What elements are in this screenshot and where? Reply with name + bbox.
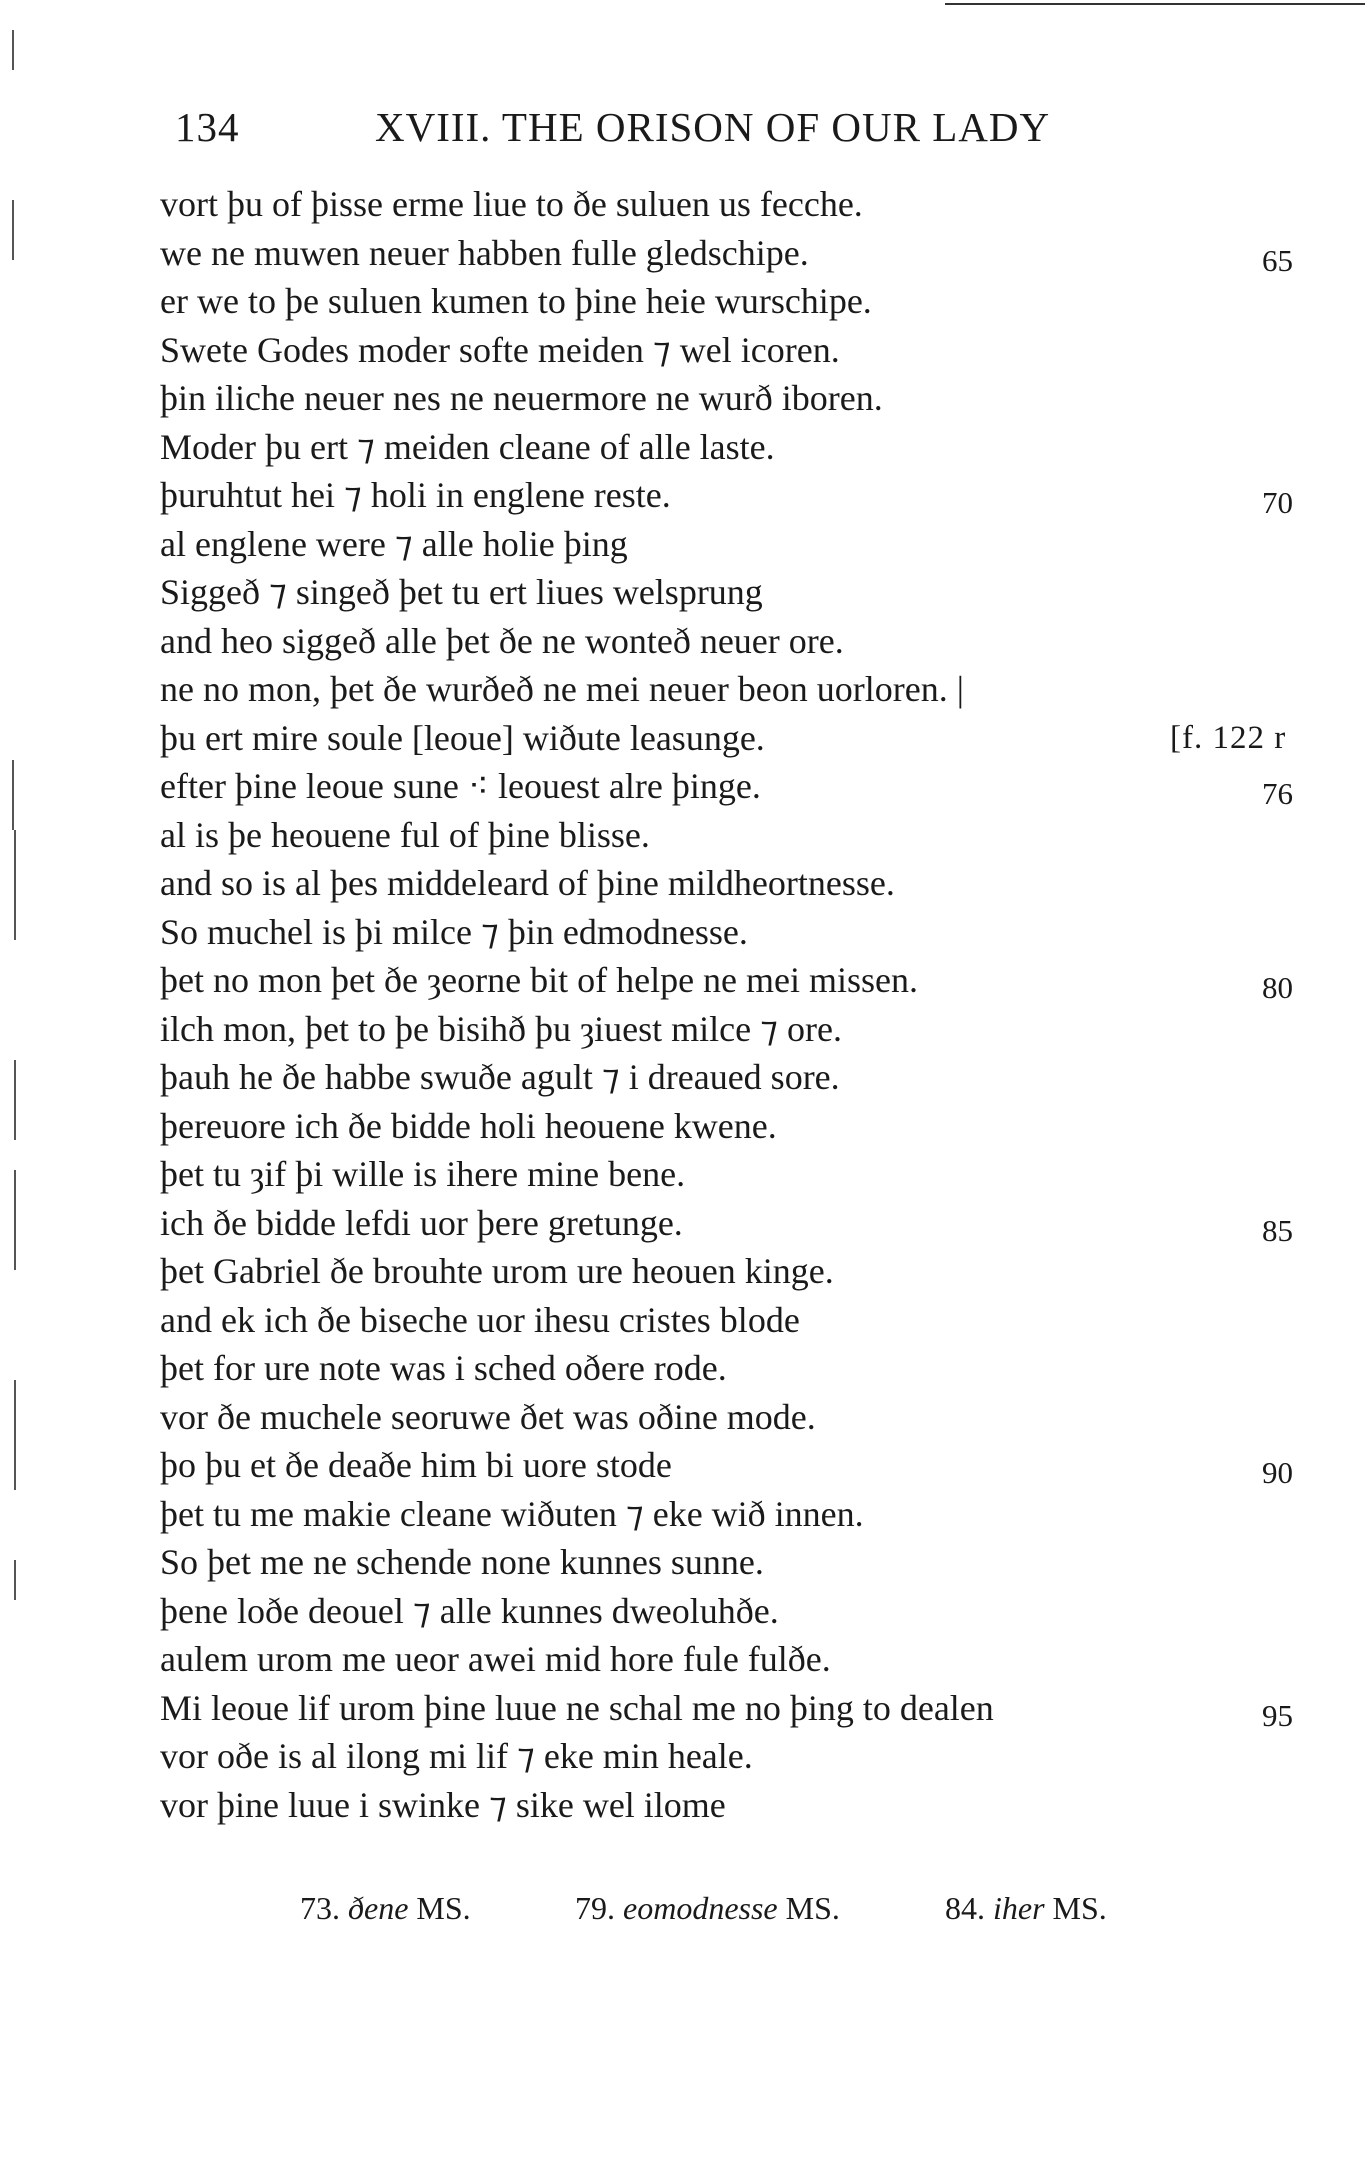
page-title: XVIII. THE ORISON OF OUR LADY (375, 104, 1051, 150)
footnotes (300, 1890, 1200, 1940)
margin-mark (14, 830, 16, 940)
line-number: 65 (1262, 242, 1293, 278)
verse-line: ilch mon, þet to þe bisihð þu ȝiuest milce ⁊ ore. (160, 1008, 842, 1049)
verse-line: vor oðe is al ilong mi lif ⁊ eke min heale. (160, 1736, 753, 1776)
margin-mark (14, 1460, 16, 1490)
verse-line: þet tu ȝif þi wille is ihere mine bene. (160, 1154, 686, 1194)
verse-line: ich ðe bidde lefdi uor þere gretunge. 85 (160, 1199, 1310, 1248)
verse-line: al englene were ⁊ alle holie þing (160, 523, 628, 564)
margin-mark (14, 1380, 16, 1470)
margin-mark (14, 1060, 16, 1140)
line-number: 80 (1262, 970, 1293, 1005)
verse-line: þuruhtut hei ⁊ holi in englene reste. 70 (160, 471, 1310, 520)
margin-mark (12, 200, 14, 260)
margin-mark (12, 760, 14, 830)
verse-line: ne no mon, þet ðe wurðeð ne mei neuer beon uorloren. | (160, 669, 964, 709)
footnote: 73. ðene MS. (300, 1890, 471, 1926)
top-rule (945, 3, 1365, 5)
footnote: 79. eomodnesse MS. (575, 1890, 840, 1926)
footnote: 84. iher MS. (945, 1890, 1107, 1926)
line-number: 70 (1262, 485, 1293, 520)
verse-line: vor ðe muchele seoruwe ðet was oðine mode. (160, 1396, 816, 1437)
verse-line: þin iliche neuer nes ne neuermore ne wurð iboren. (160, 378, 883, 418)
running-header (175, 103, 1125, 153)
verse-line: Moder þu ert ⁊ meiden cleane of alle laste. (160, 426, 775, 467)
line-number: 90 (1262, 1455, 1293, 1490)
verse-line: þet for ure note was i sched oðere rode. (160, 1348, 727, 1388)
verse-line: þo þu et ðe deaðe him bi uore stode 90 (160, 1441, 1310, 1490)
verse-line: we ne muwen neuer habben fulle gledschipe. 65 (160, 229, 1310, 278)
verse-line: aulem urom me ueor awei mid hore fule fulðe. (160, 1639, 831, 1679)
line-number: 85 (1262, 1212, 1293, 1248)
verse-lines (160, 180, 1310, 1829)
verse-line: þu ert mire soule [leoue] wiðute leasunge. [f. 122 r (160, 714, 1310, 763)
verse-line: Swete Godes moder softe meiden ⁊ wel icoren. (160, 329, 840, 370)
verse-line: and so is al þes middeleard of þine mildheortnesse. (160, 863, 895, 903)
verse-line: er we to þe suluen kumen to þine heie wurschipe. (160, 281, 872, 321)
line-number: 95 (1262, 1697, 1293, 1733)
margin-mark (12, 30, 14, 70)
verse-line: vor þine luue i swinke ⁊ sike wel ilome (160, 1784, 726, 1825)
verse-line: þene loðe deouel ⁊ alle kunnes dweoluhðe. (160, 1590, 779, 1631)
verse-line: and ek ich ðe biseche uor ihesu cristes blode (160, 1299, 800, 1340)
line-number: 76 (1262, 776, 1293, 811)
verse-line: þet tu me makie cleane wiðuten ⁊ eke wið innen. (160, 1493, 864, 1534)
verse-line: So muchel is þi milce ⁊ þin edmodnesse. (160, 911, 748, 952)
verse-line: þet no mon þet ðe ȝeorne bit of helpe ne mei missen. 80 (160, 956, 1310, 1005)
verse-line: vort þu of þisse erme liue to ðe suluen us fecche. (160, 184, 863, 224)
verse-line: þereuore ich ðe bidde holi heouene kwene. (160, 1105, 777, 1146)
verse-line: Siggeð ⁊ singeð þet tu ert liues welsprung (160, 572, 763, 612)
verse-line: and heo siggeð alle þet ðe ne wonteð neuer ore. (160, 620, 844, 661)
margin-mark (14, 1170, 16, 1270)
page-number: 134 (175, 104, 240, 150)
verse-line: þet Gabriel ðe brouhte urom ure heouen kinge. (160, 1251, 834, 1291)
folio-reference: [f. 122 r (1170, 719, 1287, 756)
verse-line: al is þe heouene ful of þine blisse. (160, 814, 650, 855)
margin-mark (14, 1560, 16, 1600)
verse-line: efter þine leoue sune ⁖ leouest alre þinge. 76 (160, 762, 1310, 811)
verse-line: So þet me ne schende none kunnes sunne. (160, 1542, 764, 1582)
verse-line: þauh he ðe habbe swuðe agult ⁊ i dreaued sore. (160, 1057, 840, 1097)
verse-line: Mi leoue lif urom þine luue ne schal me no þing to dealen 95 (160, 1684, 1310, 1733)
